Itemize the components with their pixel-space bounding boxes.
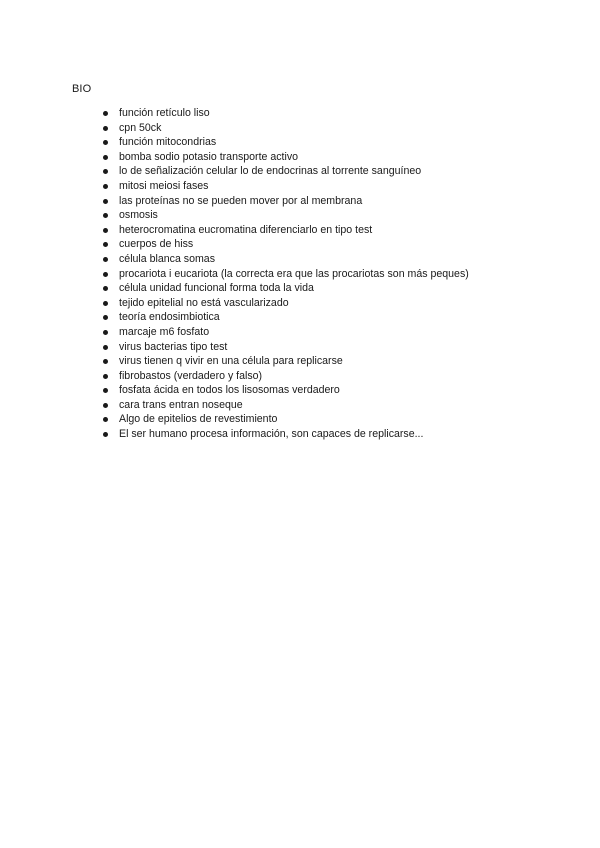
bullet-icon bbox=[103, 155, 108, 160]
bullet-icon bbox=[103, 213, 108, 218]
bullet-icon bbox=[103, 315, 108, 320]
bullet-icon bbox=[103, 140, 108, 145]
list-item-text: célula unidad funcional forma toda la vida bbox=[119, 282, 314, 295]
list-item-text: El ser humano procesa información, son capaces de replicarse... bbox=[119, 428, 424, 441]
list-item-text: lo de señalización celular lo de endocrinas al torrente sanguíneo bbox=[119, 165, 422, 178]
bullet-icon bbox=[103, 330, 108, 335]
bullet-icon bbox=[103, 286, 108, 291]
list-item-text: Algo de epitelios de revestimiento bbox=[119, 413, 278, 426]
list-item-text: virus bacterias tipo test bbox=[119, 340, 228, 353]
bullet-icon bbox=[103, 272, 108, 277]
bullet-icon bbox=[103, 403, 108, 408]
bullet-icon bbox=[103, 374, 108, 379]
bullet-icon bbox=[103, 242, 108, 247]
list-item-text: virus tienen q vivir en una célula para replicarse bbox=[119, 355, 343, 368]
bullet-icon bbox=[103, 111, 108, 116]
list-item-text: función mitocondrias bbox=[119, 136, 217, 149]
bullet-icon bbox=[103, 388, 108, 393]
list-item-text: fosfata ácida en todos los lisosomas verdadero bbox=[119, 384, 340, 397]
list-item-text: función retículo liso bbox=[119, 107, 210, 119]
bullet-icon bbox=[103, 432, 108, 437]
bullet-icon bbox=[103, 301, 108, 306]
list-item-text: mitosi meiosi fases bbox=[119, 179, 209, 192]
list-item-text: las proteínas no se pueden mover por al membrana bbox=[119, 194, 363, 207]
list-item-text: cpn 50ck bbox=[119, 121, 162, 134]
bullet-icon bbox=[103, 126, 108, 131]
list-item-text: marcaje m6 fosfato bbox=[119, 325, 210, 338]
list-item-text: fibrobastos (verdadero y falso) bbox=[119, 369, 263, 382]
list-item-text: tejido epitelial no está vascularizado bbox=[119, 296, 289, 309]
bullet-icon bbox=[103, 359, 108, 364]
bullet-icon bbox=[103, 417, 108, 422]
list-item-text: heterocromatina eucromatina diferenciarlo en tipo test bbox=[119, 223, 373, 236]
list-item-text: procariota i eucariota (la correcta era que las procariotas son más peques) bbox=[119, 267, 469, 280]
bullet-icon bbox=[103, 257, 108, 262]
bullet-icon bbox=[103, 169, 108, 174]
list-item-text: teoría endosimbiotica bbox=[119, 311, 220, 324]
bullet-icon bbox=[103, 345, 108, 350]
bullet-icon bbox=[103, 228, 108, 233]
bullet-icon bbox=[103, 184, 108, 189]
bullet-icon bbox=[103, 199, 108, 204]
document-title: BIO bbox=[72, 83, 92, 95]
list-item-text: célula blanca somas bbox=[119, 252, 215, 265]
list-item-text: osmosis bbox=[119, 209, 158, 222]
list-item-text: cara trans entran noseque bbox=[119, 398, 243, 411]
list-item-text: cuerpos de hiss bbox=[119, 238, 194, 251]
list-item-text: bomba sodio potasio transporte activo bbox=[119, 150, 299, 163]
